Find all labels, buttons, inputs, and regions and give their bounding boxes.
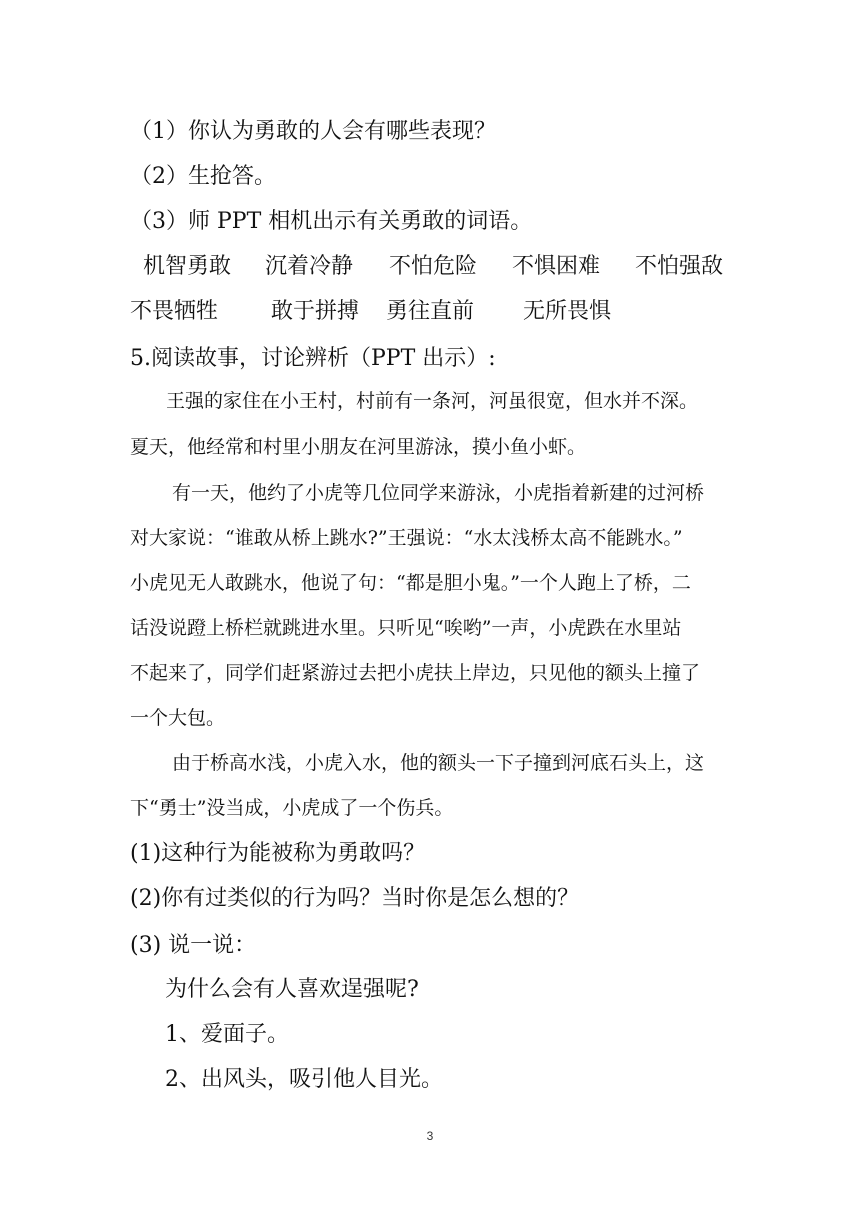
- story-line: 夏天，他经常和村里小朋友在河里游泳，摸小鱼小虾。: [130, 436, 587, 458]
- story-line: 一个大包。: [130, 707, 226, 729]
- brave-word: 机智勇敢: [143, 254, 232, 279]
- discussion-question-1: (1)这种行为能被称为勇敢吗？: [130, 841, 426, 866]
- brave-word: 不惧困难: [512, 254, 601, 279]
- discussion-question-2: (2)你有过类似的行为吗？当时你是怎么想的？: [130, 886, 580, 911]
- story-line: 王强的家住在小王村，村前有一条河，河虽很宽，但水并不深。: [166, 390, 699, 412]
- brave-word: 不怕危险: [389, 254, 478, 279]
- story-line: 不起来了，同学们赶紧游过去把小虎扶上岸边，只见他的额头上撞了: [130, 662, 701, 684]
- question-1: （1）你认为勇敢的人会有哪些表现？: [130, 119, 496, 144]
- brave-word: 敢于拼搏: [271, 299, 360, 324]
- page-number: 3: [426, 1129, 434, 1143]
- brave-words-row-2: [0, 294, 860, 324]
- reason-item: 2、出风头，吸引他人目光。: [165, 1067, 443, 1092]
- discussion-question-3: (3) 说一说：: [130, 933, 257, 958]
- brave-word: 沉着冷静: [265, 254, 354, 279]
- question-3: （3）师 PPT 相机出示有关勇敢的词语。: [130, 209, 533, 234]
- story-line: 对大家说：“谁敢从桥上跳水?”王强说：“水太浅桥太高不能跳水。”: [130, 527, 683, 549]
- brave-word: 无所畏惧: [523, 299, 612, 324]
- brave-word: 不怕强敌: [635, 254, 724, 279]
- story-line: 话没说蹬上桥栏就跳进水里。只听见“唉哟”一声，小虎跌在水里站: [130, 617, 682, 639]
- story-line: 由于桥高水浅，小虎入水，他的额头一下子撞到河底石头上，这: [172, 752, 705, 774]
- story-line: 有一天，他约了小虎等几位同学来游泳，小虎指着新建的过河桥: [172, 482, 705, 504]
- story-line: 小虎见无人敢跳水，他说了句：“都是胆小鬼。”一个人跑上了桥，二: [130, 572, 691, 594]
- brave-words-row-1: [0, 249, 860, 279]
- brave-word: 不畏牺牲: [130, 299, 219, 324]
- section-5-heading: 5.阅读故事，讨论辨析（PPT 出示）:: [130, 346, 496, 371]
- question-2: （2）生抢答。: [130, 164, 276, 189]
- why-question: 为什么会有人喜欢逞强呢?: [165, 977, 419, 1002]
- brave-word: 勇往直前: [386, 299, 475, 324]
- story-line: 下“勇士”没当成，小虎成了一个伤兵。: [130, 797, 454, 819]
- reason-item: 1、爱面子。: [165, 1022, 289, 1047]
